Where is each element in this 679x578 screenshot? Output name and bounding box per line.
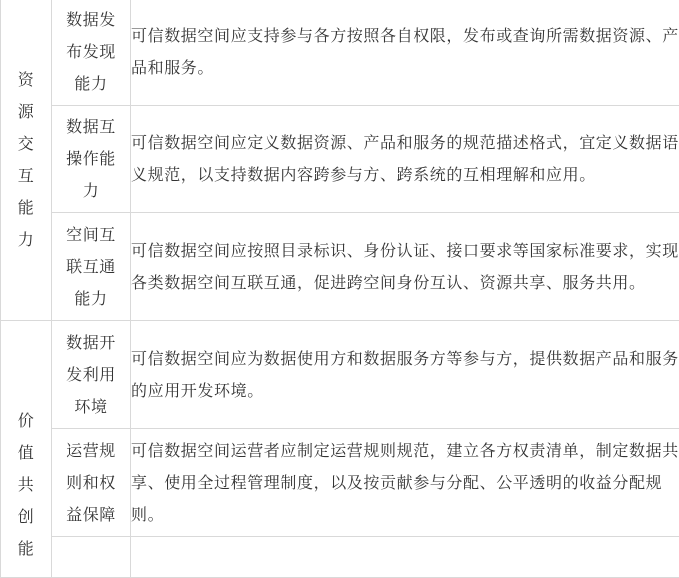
subcategory-label: 数据互操作能力	[64, 111, 118, 207]
table-row	[1, 106, 679, 213]
subcategory-cell	[52, 321, 131, 429]
category-label: 资源交互能力	[16, 64, 36, 256]
subcategory-label: 数据开发利用环境	[64, 327, 118, 423]
description-text: 可信数据空间应支持参与各方按照各自权限，发布或查询所需数据资源、产品和服务。	[131, 20, 679, 84]
description-text: 可信数据空间应为数据使用方和数据服务方等参与方，提供数据产品和服务的应用开发环境。	[131, 343, 679, 407]
subcategory-label: 运营规则和权益保障	[64, 435, 118, 531]
description-cell	[131, 213, 679, 321]
description-text: 可信数据空间运营者应制定运营规则规范，建立各方权责清单，制定数据共享、使用全过程管理制度，以及按贡献参与分配、公平透明的收益分配规则。	[131, 435, 679, 531]
category-label: 价值共创能	[16, 405, 36, 565]
subcategory-cell	[52, 213, 131, 321]
category-cell	[1, 0, 52, 321]
table-row	[1, 429, 679, 537]
category-cell	[1, 321, 52, 578]
subcategory-label: 数据发布发现能力	[64, 4, 118, 100]
subcategory-cell	[52, 429, 131, 537]
subcategory-cell	[52, 106, 131, 213]
description-cell	[131, 0, 679, 106]
table-row	[1, 0, 679, 106]
subcategory-cell	[52, 0, 131, 106]
table-row	[1, 321, 679, 429]
description-cell	[131, 106, 679, 213]
subcategory-label: 空间互联互通能力	[64, 219, 118, 315]
description-text: 可信数据空间应定义数据资源、产品和服务的规范描述格式，宜定义数据语义规范，以支持数据内容跨参与方、跨系统的互相理解和应用。	[131, 127, 679, 191]
description-text: 可信数据空间应按照目录标识、身份认证、接口要求等国家标准要求，实现各类数据空间互联互通，促进跨空间身份互认、资源共享、服务共用。	[131, 235, 679, 299]
description-cell	[131, 429, 679, 537]
description-cell	[131, 321, 679, 429]
table-row	[1, 213, 679, 321]
